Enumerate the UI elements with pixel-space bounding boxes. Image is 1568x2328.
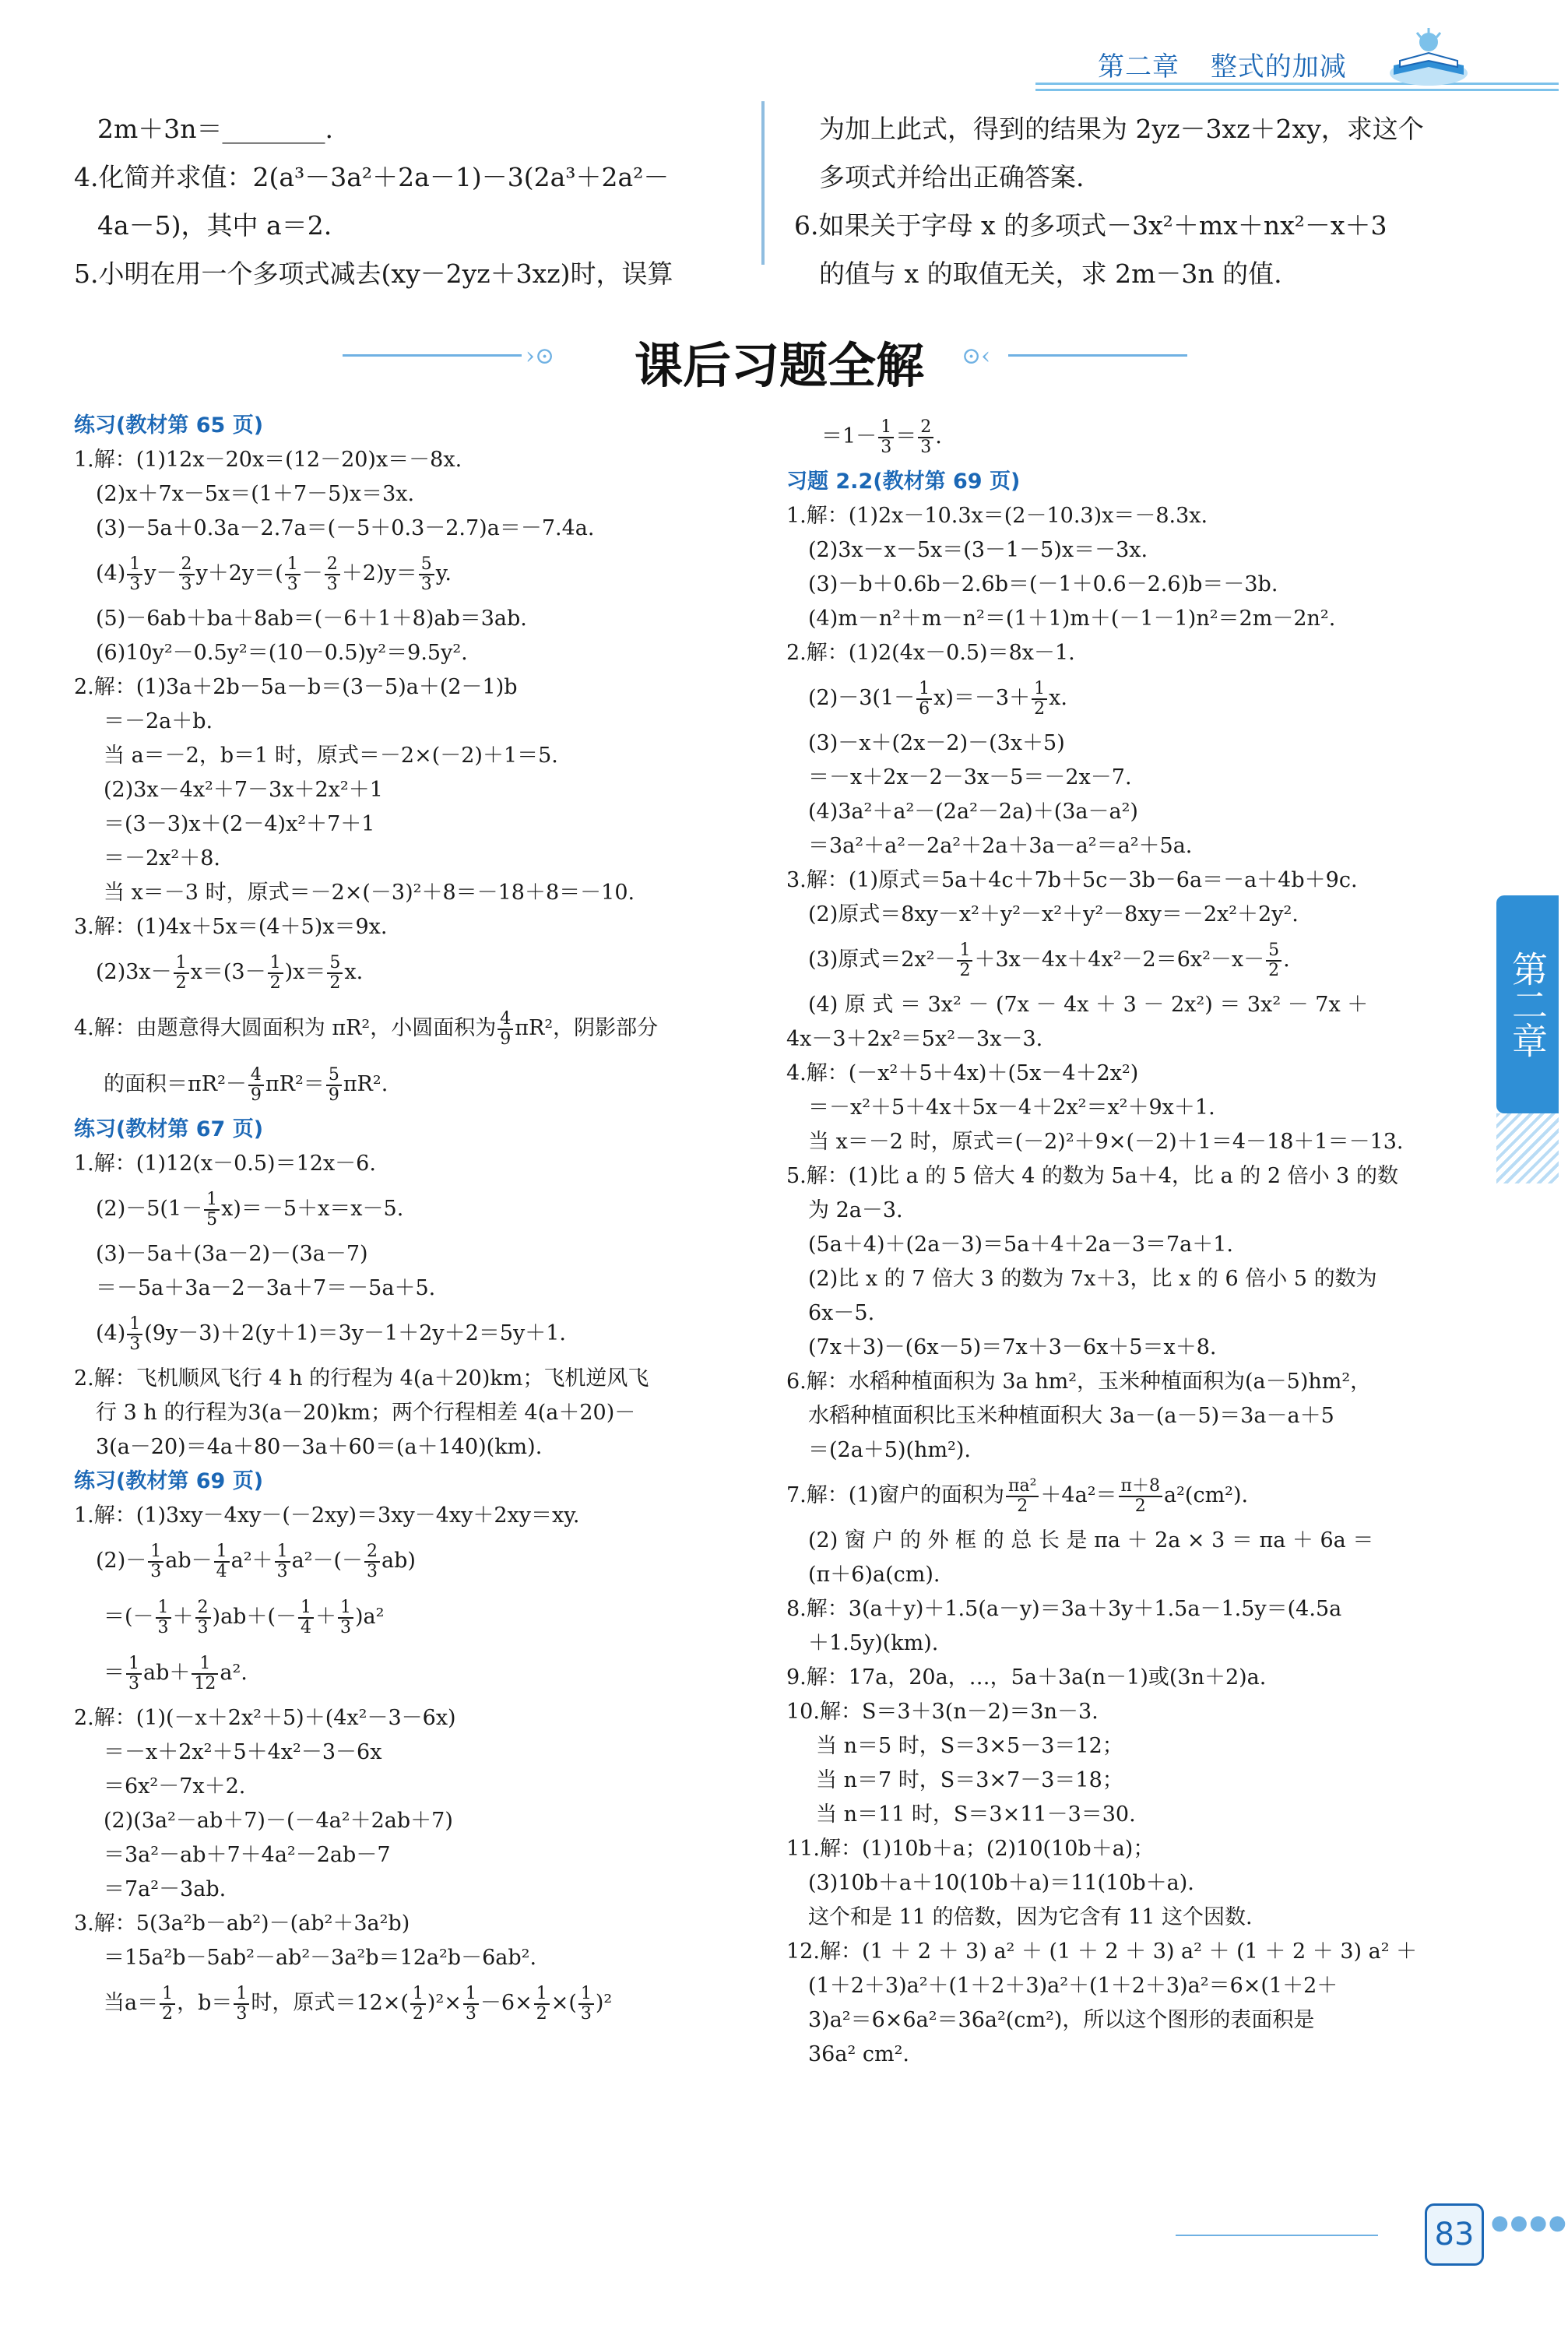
top-line: 多项式并给出正确答案. <box>819 162 1085 192</box>
solution-line: 4.解：由题意得大圆面积为 πR²，小圆面积为 $\frac{4}{9}$ πR²，阴影部分 <box>74 1008 659 1049</box>
solution-line: 10.解：S＝3＋3(n－2)＝3n－3. <box>786 1700 1099 1724</box>
fraction: $\frac{1}{3}$ <box>578 1985 594 2024</box>
top-line: 6.如果关于字母 x 的多项式－3x²＋mx＋nx²－x＋3 <box>794 210 1387 241</box>
subsection-heading: 习题 2.2(教材第 69 页) <box>786 469 1021 494</box>
top-line: 为加上此式，得到的结果为 2yz－3xz＋2xy，求这个 <box>819 114 1424 144</box>
fraction: $\frac{1}{3}$ <box>127 1315 142 1354</box>
fraction: $\frac{1}{2}$ <box>534 1985 550 2024</box>
solution-line: 6x－5. <box>808 1301 875 1325</box>
fraction: $\frac{4}{9}$ <box>497 1010 513 1049</box>
solution-line: 5.解：(1)比 a 的 5 倍大 4 的数为 5a＋4，比 a 的 2 倍小 3 的数 <box>786 1164 1398 1188</box>
solution-line: (3)－b＋0.6b－2.6b＝(－1＋0.6－2.6)b＝－3b. <box>808 572 1278 596</box>
solution-line: 1.解：(1)2x－10.3x＝(2－10.3)x＝－8.3x. <box>786 504 1208 528</box>
fraction: $\frac{1}{3}$ <box>878 418 894 457</box>
header-text <box>1098 45 1347 83</box>
solution-line: 3.解：(1)4x＋5x＝(4＋5)x＝9x. <box>74 915 388 939</box>
solution-line: ＝(－ $\frac{1}{3}$ ＋ $\frac{2}{3}$ )ab＋(－ $\frac{1}{4}$ ＋ $\frac{1}{3}$ )a² <box>104 1597 385 1637</box>
fraction: $\frac{5}{2}$ <box>1266 941 1281 980</box>
solution-line: 3.解：(1)原式＝5a＋4c＋7b＋5c－3b－6a＝－a＋4b＋9c. <box>786 868 1358 892</box>
solution-line: ＝3a²＋a²－2a²＋2a＋3a－a²＝a²＋5a. <box>808 834 1193 858</box>
solution-line: ＝(3－3)x＋(2－4)x²＋7＋1 <box>104 812 375 836</box>
solution-line: 当 n＝5 时，S＝3×5－3＝12； <box>816 1734 1123 1758</box>
fraction: $\frac{1}{4}$ <box>214 1542 230 1581</box>
solution-line: ＝7a²－3ab. <box>104 1877 227 1901</box>
solution-line: 3)a²＝6×6a²＝36a²(cm²)，所以这个图形的表面积是 <box>808 2008 1315 2032</box>
right-column <box>786 409 1417 2072</box>
left-column <box>74 409 658 2031</box>
solution-line: 3(a－20)＝4a＋80－3a＋60＝(a＋140)(km). <box>96 1435 543 1459</box>
solution-line: (4) $\frac{1}{3}$ (9y－3)＋2(y＋1)＝3y－1＋2y＋2＝5y＋1. <box>96 1313 567 1354</box>
top-line: 5.小明在用一个多项式减去(xy－2yz＋3xz)时，误算 <box>74 258 673 289</box>
fraction: $\frac{1}{3}$ <box>338 1598 353 1637</box>
solution-line: ＝－2x²＋8. <box>104 846 220 870</box>
solution-line: (5)－6ab＋ba＋8ab＝(－6＋1＋8)ab＝3ab. <box>96 607 527 631</box>
solution-line: (2)－ $\frac{1}{3}$ ab－ $\frac{1}{4}$ a²＋ $\frac{1}{3}$ a²－(－ $\frac{2}{3}$ ab) <box>96 1541 416 1581</box>
fraction: $\frac{1}{3}$ <box>148 1542 163 1581</box>
solution-line: ＝15a²b－5ab²－ab²－3a²b＝12a²b－6ab². <box>104 1946 537 1970</box>
fraction: $\frac{1}{6}$ <box>916 680 932 719</box>
solution-line: 的面积＝πR²－ $\frac{4}{9}$ πR²＝ $\frac{5}{9}$ πR². <box>104 1064 388 1105</box>
header-chapter: 第二章 <box>1098 51 1180 83</box>
footer-rule <box>1176 2235 1378 2236</box>
solution-line: 当 a＝－2，b＝1 时，原式＝－2×(－2)＋1＝5. <box>104 744 558 768</box>
fraction: $\frac{5}{3}$ <box>419 555 434 594</box>
solution-line: (2)3x－ $\frac{1}{2}$ x＝(3－ $\frac{1}{2}$ )x＝ $\frac{5}{2}$ x. <box>96 952 364 993</box>
solution-line: ＝－5a＋3a－2－3a＋7＝－5a＋5. <box>96 1276 436 1300</box>
solution-line: ＝3a²－ab＋7＋4a²－2ab－7 <box>104 1843 391 1867</box>
top-right-block <box>794 105 1424 298</box>
fraction: $\frac{5}{2}$ <box>327 954 343 993</box>
solution-line: ＝(2a＋5)(hm²). <box>808 1438 971 1462</box>
header-stripe <box>1035 89 1559 91</box>
solution-line: 当a＝ $\frac{1}{2}$ ，b＝ $\frac{1}{3}$ 时，原式＝12×( $\frac{1}{2}$ )²× $\frac{1}{3}$ －6× $\frac{1}{2}$ ×( $\frac{1}{3}$ )² <box>104 1983 613 2024</box>
fraction: $\frac{1}{2}$ <box>174 954 189 993</box>
solution-line: ＝ $\frac{1}{3}$ ab＋ $\frac{1}{12}$ a². <box>104 1653 248 1693</box>
fraction: $\frac{1}{2}$ <box>957 941 972 980</box>
solution-line: 2.解：(1)(－x＋2x²＋5)＋(4x²－3－6x) <box>74 1706 456 1730</box>
top-line: 4.化简并求值：2(a³－3a²＋2a－1)－3(2a³＋2a²－ <box>74 162 670 192</box>
solution-line: 当 n＝7 时，S＝3×7－3＝18； <box>816 1768 1123 1792</box>
fraction: $\frac{2}{3}$ <box>364 1542 380 1581</box>
top-left-block <box>74 105 673 298</box>
fraction: $\frac{1}{2}$ <box>1032 680 1047 719</box>
solution-line: (2)x＋7x－5x＝(1＋7－5)x＝3x. <box>96 482 415 506</box>
fraction: $\frac{5}{9}$ <box>326 1066 342 1105</box>
fraction: $\frac{2}{3}$ <box>195 1598 211 1637</box>
solution-line: (2)－3(1－ $\frac{1}{6}$ x)＝－3＋ $\frac{1}{2}$ x. <box>808 678 1067 719</box>
solution-line: 36a² cm². <box>808 2042 909 2066</box>
solution-line: (4) 原 式 ＝ 3x² － (7x － 4x ＋ 3 － 2x²) ＝ 3x² － 7x ＋ <box>808 993 1369 1017</box>
page-number: 83 <box>1425 2203 1484 2266</box>
top-line: 4a－5)，其中 a＝2. <box>97 210 332 241</box>
solution-line: 当 x＝－2 时，原式＝(－2)²＋9×(－2)＋1＝4－18＋1＝－13. <box>808 1130 1404 1154</box>
top-line: 的值与 x 的取值无关，求 2m－3n 的值. <box>819 258 1282 289</box>
fraction: $\frac{1}{12}$ <box>192 1655 218 1693</box>
solution-line: (1＋2＋3)a²＋(1＋2＋3)a²＋(1＋2＋3)a²＝6×(1＋2＋ <box>808 1974 1338 1998</box>
arrow-right-icon: ›⊙ <box>526 343 555 370</box>
top-line: 2m＋3n＝________. <box>97 114 334 144</box>
solution-line: (2)原式＝8xy－x²＋y²－x²＋y²－8xy＝－2x²＋2y². <box>808 902 1299 927</box>
solution-line: (6)10y²－0.5y²＝(10－0.5)y²＝9.5y². <box>96 641 468 665</box>
arrow-left-icon: ⊙‹ <box>962 343 991 370</box>
solution-line: (2)(3a²－ab＋7)－(－4a²＋2ab＋7) <box>104 1809 453 1833</box>
solution-line: ＝6x²－7x＋2. <box>104 1774 246 1799</box>
solution-line: ＋1.5y)(km). <box>808 1631 939 1655</box>
solution-line: (2)－5(1－ $\frac{1}{5}$ x)＝－5＋x＝x－5. <box>96 1189 404 1229</box>
solution-line: 3.解：5(3a²b－ab²)－(ab²＋3a²b) <box>74 1911 410 1936</box>
solution-line: (2)3x－x－5x＝(3－1－5)x＝－3x. <box>808 538 1148 562</box>
solution-line: 7.解：(1)窗户的面积为 $\frac{\text{πa²}}{2}$ ＋4a²＝ $\frac{\pi+8}{2}$ a²(cm²). <box>786 1475 1249 1516</box>
solution-line: (4) $\frac{1}{3}$ y－ $\frac{2}{3}$ y＋2y＝( $\frac{1}{3}$ － $\frac{2}{3}$ ＋2)y＝ $\frac{5}{3}$ y. <box>96 554 452 594</box>
solution-line: (5a＋4)＋(2a－3)＝5a＋4＋2a－3＝7a＋1. <box>808 1233 1233 1257</box>
solution-line: (3)－5a＋0.3a－2.7a＝(－5＋0.3－2.7)a＝－7.4a. <box>96 516 595 540</box>
fraction: $\frac{1}{3}$ <box>234 1985 249 2024</box>
fraction: $\frac{4}{9}$ <box>248 1066 264 1105</box>
solution-line: 2.解：(1)2(4x－0.5)＝8x－1. <box>786 641 1075 665</box>
solution-line: 当 x＝－3 时，原式＝－2×(－3)²＋8＝－18＋8＝－10. <box>104 881 635 905</box>
fraction: $\frac{1}{4}$ <box>298 1598 314 1637</box>
fraction: $\frac{1}{3}$ <box>463 1985 479 2024</box>
subsection-heading: 练习(教材第 65 页) <box>74 413 264 438</box>
solution-line: 9.解：17a，20a，…，5a＋3a(n－1)或(3n＋2)a. <box>786 1665 1267 1690</box>
footer-dots-decoration: ●●●● <box>1491 2211 1568 2235</box>
chapter-side-tab: 第二章 <box>1496 895 1559 1113</box>
solution-line: 当 n＝11 时，S＝3×11－3＝30. <box>816 1802 1136 1827</box>
fraction: $\frac{1}{5}$ <box>204 1190 220 1229</box>
solution-line: ＝－2a＋b. <box>104 709 213 733</box>
fraction: $\frac{1}{3}$ <box>127 555 142 594</box>
solution-line: (3)10b＋a＋10(10b＋a)＝11(10b＋a). <box>808 1871 1194 1895</box>
solution-line: (2)比 x 的 7 倍大 3 的数为 7x＋3，比 x 的 6 倍小 5 的数为 <box>808 1267 1377 1291</box>
solution-line: 11.解：(1)10b＋a；(2)10(10b＋a)； <box>786 1837 1155 1861</box>
solution-line: (3)－5a＋(3a－2)－(3a－7) <box>96 1242 368 1266</box>
solution-line: ＝－x＋2x－2－3x－5＝－2x－7. <box>808 765 1132 789</box>
solution-line: 水稻种植面积比玉米种植面积大 3a－(a－5)＝3a－a＋5 <box>808 1404 1334 1428</box>
solution-line: 4x－3＋2x²＝5x²－3x－3. <box>786 1027 1043 1051</box>
solution-line: (2)3x－4x²＋7－3x＋2x²＋1 <box>104 778 383 802</box>
solution-line: (7x＋3)－(6x－5)＝7x＋3－6x＋5＝x＋8. <box>808 1335 1217 1359</box>
page-header <box>1035 31 1559 93</box>
solution-line: 4.解：(－x²＋5＋4x)＋(5x－4＋2x²) <box>786 1061 1139 1085</box>
solution-line: 1.解：(1)12x－20x＝(12－20)x＝－8x. <box>74 448 462 472</box>
fraction: $\frac{\pi+8}{2}$ <box>1119 1477 1162 1516</box>
solution-line: 行 3 h 的行程为3(a－20)km；两个行程相差 4(a＋20)－ <box>96 1401 636 1425</box>
fraction: $\frac{1}{2}$ <box>268 954 283 993</box>
fraction: $\frac{1}{3}$ <box>275 1542 290 1581</box>
fraction: $\frac{1}{3}$ <box>285 555 301 594</box>
solution-line: 1.解：(1)3xy－4xy－(－2xy)＝3xy－4xy＋2xy＝xy. <box>74 1503 580 1528</box>
solution-line: (3)原式＝2x²－ $\frac{1}{2}$ ＋3x－4x＋4x²－2＝6x²－x－ $\frac{5}{2}$ . <box>808 940 1290 980</box>
solution-line: ＝－x＋2x²＋5＋4x²－3－6x <box>104 1740 382 1764</box>
solution-line: 为 2a－3. <box>808 1198 903 1222</box>
section-title: 课后习题全解 <box>634 337 924 394</box>
fraction: $\frac{1}{3}$ <box>156 1598 171 1637</box>
solution-line: ＝－x²＋5＋4x＋5x－4＋2x²＝x²＋9x＋1. <box>808 1095 1215 1120</box>
fraction: $\frac{1}{2}$ <box>160 1985 175 2024</box>
solution-line: 8.解：3(a＋y)＋1.5(a－y)＝3a＋3y＋1.5a－1.5y＝(4.5a <box>786 1597 1342 1621</box>
solution-line: 2.解：(1)3a＋2b－5a－b＝(3－5)a＋(2－1)b <box>74 675 518 699</box>
solution-line: 这个和是 11 的倍数，因为它含有 11 这个因数. <box>808 1905 1253 1929</box>
column-divider <box>761 101 765 265</box>
solution-line: 12.解：(1 ＋ 2 ＋ 3) a² ＋ (1 ＋ 2 ＋ 3) a² ＋ (1 ＋ 2 ＋ 3) a² ＋ <box>786 1939 1418 1964</box>
fraction: $\frac{2}{3}$ <box>918 418 933 457</box>
solution-line: 2.解：飞机顺风飞行 4 h 的行程为 4(a＋20)km；飞机逆风飞 <box>74 1366 649 1391</box>
solution-line: (3)－x＋(2x－2)－(3x＋5) <box>808 731 1065 755</box>
side-tab-decoration <box>1496 1113 1559 1183</box>
header-title: 整式的加减 <box>1210 51 1347 83</box>
solution-line: (4)3a²＋a²－(2a²－2a)＋(3a－a²) <box>808 800 1138 824</box>
solution-line: (π＋6)a(cm). <box>808 1563 940 1587</box>
fraction: $\frac{2}{3}$ <box>325 555 340 594</box>
solution-line: 1.解：(1)12(x－0.5)＝12x－6. <box>74 1152 376 1176</box>
subsection-heading: 练习(教材第 69 页) <box>74 1469 264 1493</box>
fraction: $\frac{2}{3}$ <box>179 555 195 594</box>
solution-line: (2) 窗 户 的 外 框 的 总 长 是 πa ＋ 2a × 3 ＝ πa ＋ 6a ＝ <box>808 1528 1374 1553</box>
solution-line: (4)m－n²＋m－n²＝(1＋1)m＋(－1－1)n²＝2m－2n². <box>808 607 1336 631</box>
subsection-heading: 练习(教材第 67 页) <box>74 1117 264 1141</box>
title-rule-right <box>1008 354 1187 357</box>
fraction: $\frac{1}{3}$ <box>126 1655 142 1693</box>
fraction: $\frac{1}{2}$ <box>410 1985 426 2024</box>
solution-line: 6.解：水稻种植面积为 3a hm²，玉米种植面积为(a－5)hm²， <box>786 1370 1372 1394</box>
solution-line: ＝1－ $\frac{1}{3}$ ＝ $\frac{2}{3}$ . <box>821 417 942 457</box>
open-book-icon <box>1386 26 1471 89</box>
fraction: $\frac{\text{πa²}}{2}$ <box>1006 1477 1039 1516</box>
